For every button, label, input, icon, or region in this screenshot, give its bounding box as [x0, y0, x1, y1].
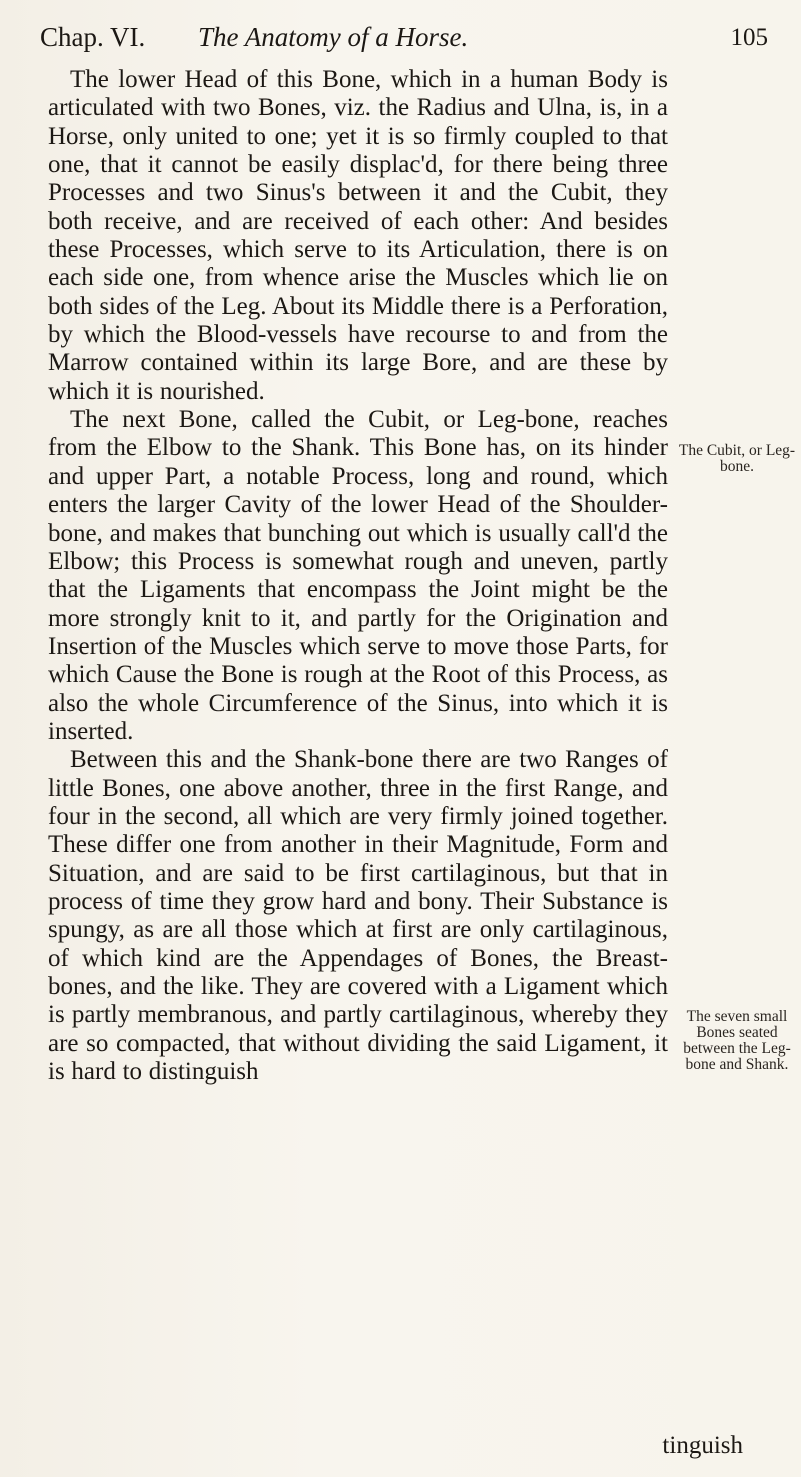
margin-note-seven-bones: The seven small Bones seated between the Leg-bone and Shank.: [683, 1008, 791, 1073]
page-number: 105: [730, 24, 768, 51]
margin-note-cubit: The Cubit, or Leg-bone.: [678, 442, 796, 475]
body-text: [48, 66, 668, 1086]
paragraph-cubit: The next Bone, called the Cubit, or Leg-bone, reaches from the Elbow to the Shank. This Bone has, on its hinder and upper Part, a notable Process, long and round, which enters the larger Cavity of the lower Head of the Shoulder-bone, and makes that bunching out which is usually call'd the Elbow; this Process is somewhat rough and uneven, partly that the Ligaments that encompass the Joint might be the more strongly knit to it, and partly for the Origination and Insertion of the Muscles which serve to move those Parts, for which Cause the Bone is rough at the Root of this Process, as also the whole Circumference of the Sinus, into which it is inserted.: [48, 406, 668, 745]
page-title: The Anatomy of a Horse.: [198, 22, 469, 52]
chapter-heading: Chap. VI.: [40, 22, 146, 52]
catchword: tinguish: [662, 1432, 743, 1459]
running-head: [40, 16, 768, 60]
paragraph-lower-head: The lower Head of this Bone, which in a human Body is articulated with two Bones, viz. the Radius and Ulna, is, in a Horse, only united to one; yet it is so firmly coupled to that one, that it cannot be easily displac'd, for there being three Processes and two Sinus's between it and the Cubit, they both receive, and are received of each other: And besides these Processes, which serve to its Articulation, there is on each side one, from whence arise the Muscles which lie on both sides of the Leg. About its Middle there is a Perforation, by which the Blood-vessels have recourse to and from the Marrow contained within its large Bore, and are these by which it is nourished.: [48, 66, 668, 405]
paragraph-small-bones: Between this and the Shank-bone there are two Ranges of little Bones, one above another, three in the first Range, and four in the second, all which are very firmly joined together. These differ one from another in their Magnitude, Form and Situation, and are said to be first cartilaginous, but that in process of time they grow hard and bony. Their Substance is spungy, as are all those which at first are only cartilaginous, of which kind are the Appendages of Bones, the Breast-bones, and the like. They are covered with a Ligament which is partly membranous, and partly cartilaginous, whereby they are so compacted, that without dividing the said Ligament, it is hard to distinguish: [48, 746, 668, 1086]
